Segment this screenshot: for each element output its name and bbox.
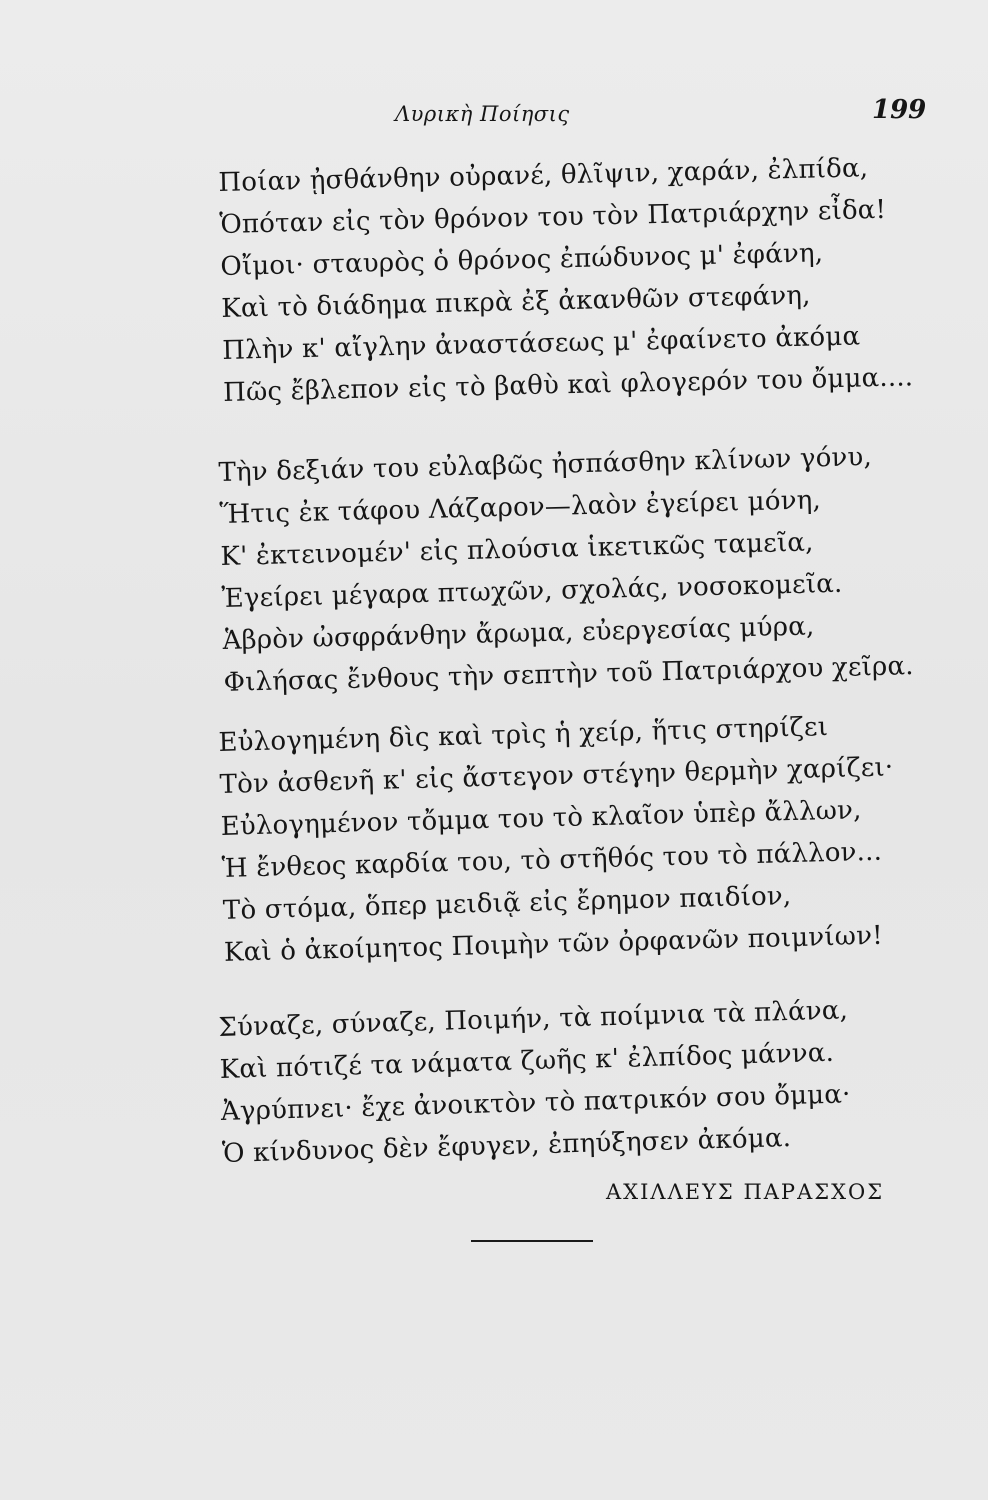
poem-line: Πλὴν κ' αἴγλην ἀναστάσεως μ' ἐφαίνετο ἀκόμα xyxy=(221,321,861,366)
poem-line: Ἀγρύπνει· ἔχε ἀνοικτὸν τὸ πατρικόν σου ὄμμα· xyxy=(220,1079,851,1127)
poem-line: Ὁπόταν εἰς τὸν θρόνον του τὸν Πατριάρχην εἶδα! xyxy=(219,194,887,240)
poem-line: Καὶ ὁ ἀκοίμητος Ποιμὴν τῶν ὀρφανῶν ποιμνίων! xyxy=(223,920,884,968)
poem-line: Τὸν ἀσθενῆ κ' εἰς ἄστεγον στέγην θερμὴν χαρίζει· xyxy=(219,752,894,800)
poem-line: Καὶ τὸ διάδημα πικρὰ ἐξ ἀκανθῶν στεφάνη, xyxy=(220,280,811,324)
poem-line: Κ' ἐκτεινομέν' εἰς πλούσια ἱκετικῶς ταμεῖα, xyxy=(220,527,814,572)
poem-line: Ἁβρὸν ὠσφράνθην ἄρωμα, εὐεργεσίας μύρα, xyxy=(222,611,815,656)
poem-line: Ποίαν ᾐσθάνθην οὐρανέ, θλῖψιν, χαράν, ἐλπίδα, xyxy=(218,153,869,198)
poem-stanza-4 xyxy=(218,987,922,1174)
page-number: 199 xyxy=(872,95,927,125)
poem-line: Οἴμοι· σταυρὸς ὁ θρόνος ἐπώδυνος μ' ἐφάνη, xyxy=(220,238,824,282)
running-title: Λυρικὴ Ποίησις xyxy=(395,102,570,126)
poem-line: Ἥτις ἐκ τάφου Λάζαρον—λαὸν ἐγείρει μόνη, xyxy=(219,485,822,530)
poem-line: Ἡ ἔνθεος καρδία του, τὸ στῆθός του τὸ πάλλον... xyxy=(221,836,883,884)
poem-line: Εὐλογημένον τὄμμα του τὸ κλαῖον ὑπὲρ ἄλλων, xyxy=(220,795,862,842)
poem-line: Καὶ πότιζέ τα νάματα ζωῆς κ' ἐλπίδος μάννα. xyxy=(219,1037,835,1085)
author-signature: ΑΧΙΛΛΕΥΣ ΠΑΡΑΣΧΟΣ xyxy=(606,1180,885,1204)
poem-stanza-2 xyxy=(218,435,924,704)
poem-line: Φιλήσας ἔνθους τὴν σεπτὴν τοῦ Πατριάρχου χεῖρα. xyxy=(223,651,915,698)
poem-stanza-3 xyxy=(218,704,924,974)
end-rule-divider xyxy=(471,1240,593,1242)
poem-line: Εὐλογημένη δὶς καὶ τρὶς ἡ χείρ, ἥτις στηρίζει xyxy=(218,712,829,758)
poem-line: Σύναζε, σύναζε, Ποιμήν, τὰ ποίμνια τὰ πλάνα, xyxy=(218,995,849,1043)
poem-line: Πῶς ἔβλεπον εἰς τὸ βαθὺ καὶ φλογερόν του ὄμμα.... xyxy=(222,362,914,408)
poem-stanza-1 xyxy=(218,146,924,414)
poem-line: Τὴν δεξιάν του εὐλαβῶς ἠσπάσθην κλίνων γόνυ, xyxy=(218,442,873,488)
poem-line: Ὁ κίνδυνος δὲν ἔφυγεν, ἐπηύξησεν ἀκόμα. xyxy=(221,1123,792,1169)
poem-line: Τὸ στόμα, ὅπερ μειδιᾷ εἰς ἔρημον παιδίον, xyxy=(222,881,792,926)
poem-line: Ἐγείρει μέγαρα πτωχῶν, σχολάς, νοσοκομεῖα. xyxy=(221,568,843,614)
